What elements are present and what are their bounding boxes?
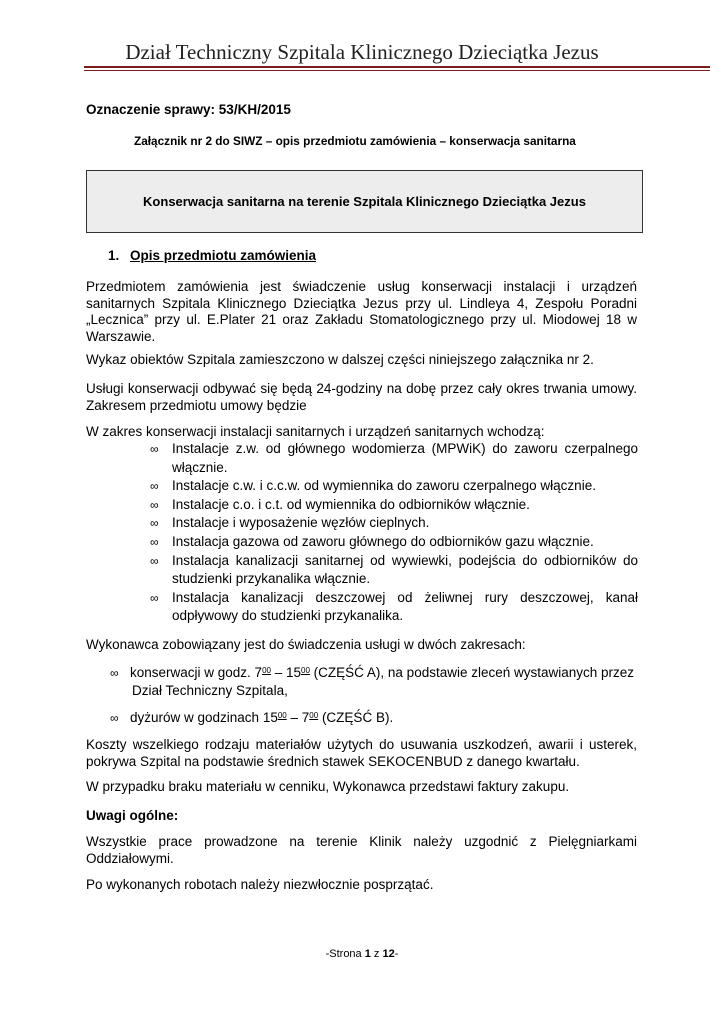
paragraph-costs	[86, 737, 637, 770]
infinity-bullet-icon: ∞	[150, 442, 159, 456]
list-item-text: Instalacja kanalizacji deszczowej od żeliwnej rury deszczowej, kanał odpływowy do studzienki przykanalika.	[172, 589, 638, 624]
paragraph-scope-intro	[86, 424, 637, 441]
title-box	[86, 170, 643, 233]
paragraph-subject-text: Przedmiotem zamówienia jest świadczenie usług konserwacji instalacji i urządzeń sanitarnych Szpitala Klinicznego Dzieciątka Jezus przy ul. Lindleya 4, Zespołu Poradni „Lecznica” przy ul. E.Plater 21 oraz Zakładu Stomatologicznego przy ul. Miodowej 18 w Warszawie.	[86, 279, 637, 344]
footer-prefix: -Strona	[325, 948, 365, 960]
list-item-text: Instalacje z.w. od głównego wodomierza (MPWiK) do zaworu czerpalnego włącznie.	[172, 441, 638, 475]
header-rule-thick	[84, 66, 710, 68]
paragraph-cleanup	[86, 877, 637, 894]
case-reference: Oznaczenie sprawy: 53/KH/2015	[86, 102, 291, 117]
page-header-title: Dział Techniczny Szpitala Klinicznego Dzieciątka Jezus	[125, 40, 599, 64]
list-item	[150, 589, 638, 626]
paragraph-costs-text: Koszty wszelkiego rodzaju materiałów użytych do usuwania uszkodzeń, awarii i usterek, pokrywa Szpital na podstawie średnich stawek SEKOCENBUD z danego kwartału.	[86, 737, 637, 769]
scope-b-text-pre: dyżurów w godzinach 15	[130, 710, 278, 725]
list-item	[150, 440, 638, 477]
infinity-bullet-icon: ∞	[150, 479, 159, 494]
title-box-text: Konserwacja sanitarna na terenie Szpitala Klinicznego Dzieciątka Jezus	[143, 194, 586, 209]
infinity-bullet-icon: ∞	[150, 497, 159, 512]
scope-list	[150, 440, 638, 626]
footer-suffix: -	[394, 948, 399, 960]
paragraph-objects-text: Wykaz obiektów Szpitala zamieszczono w dalszej części niniejszego załącznika nr 2.	[86, 352, 594, 367]
paragraph-contractor-intro-text: Wykonawca zobowiązany jest do świadczenia usługi w dwóch zakresach:	[86, 637, 526, 652]
list-item	[150, 533, 638, 552]
paragraph-scope-intro-text: W zakres konserwacji instalacji sanitarnych i urządzeń sanitarnych wchodzą:	[86, 424, 545, 439]
scope-a-text-post: (CZĘŚĆ A), na podstawie zleceń wystawianych przez	[309, 665, 635, 680]
paragraph-objects-list	[86, 352, 637, 369]
paragraph-general-notes-text: Wszystkie prace prowadzone na terenie Klinik należy uzgodnić z Pielęgniarkami Oddziałowymi.	[86, 834, 637, 866]
paragraph-missing-material-text: W przypadku braku materiału w cenniku, Wykonawca przedstawi faktury zakupu.	[86, 779, 570, 794]
list-item-text: Instalacja gazowa od zaworu głównego do odbiorników gazu włącznie.	[172, 533, 594, 549]
page-footer	[0, 948, 724, 960]
infinity-bullet-icon: ∞	[150, 534, 159, 549]
scope-b-text-mid: – 7	[286, 710, 310, 725]
scope-b-sup-2: 00	[309, 711, 319, 720]
section-1-title: Opis przedmiotu zamówienia	[130, 248, 317, 263]
scope-a-sup-2: 00	[301, 666, 310, 675]
scope-b-text-post: (CZĘŚĆ B).	[318, 710, 394, 725]
list-item-text: Instalacje i wyposażenie węzłów cieplnych.	[172, 515, 430, 531]
paragraph-subject	[86, 279, 637, 345]
infinity-bullet-icon: ∞	[150, 516, 159, 531]
list-item-text: Instalacje c.o. i c.t. od wymiennika do odbiorników włącznie.	[172, 496, 530, 512]
paragraph-cleanup-text: Po wykonanych robotach należy niezwłocznie posprzątać.	[86, 877, 434, 892]
paragraph-contractor-intro	[86, 637, 637, 654]
scope-a-text-line2: Dział Techniczny Szpitala,	[132, 683, 288, 698]
footer-of: z	[370, 948, 383, 960]
infinity-bullet-icon: ∞	[110, 666, 119, 680]
list-item-text: Instalacje c.w. i c.c.w. od wymiennika do zaworu czerpalnego włącznie.	[172, 478, 596, 494]
infinity-bullet-icon: ∞	[150, 590, 159, 605]
infinity-bullet-icon: ∞	[150, 553, 159, 568]
scope-a-text-pre: konserwacji w godz. 7	[130, 665, 263, 680]
infinity-bullet-icon: ∞	[110, 711, 119, 725]
general-notes-heading: Uwagi ogólne:	[86, 808, 179, 823]
footer-current-page: 1	[364, 948, 371, 960]
section-1-number: 1.	[108, 248, 120, 263]
paragraph-service-hours	[86, 381, 637, 414]
list-item	[150, 477, 638, 496]
list-item	[150, 552, 638, 589]
scope-a-sup-1: 00	[262, 666, 271, 675]
paragraph-service-hours-text: Usługi konserwacji odbywać się będą 24-godziny na dobę przez cały okres trwania umowy. Zakresem przedmiotu umowy będzie	[86, 381, 637, 413]
attachment-line: Załącznik nr 2 do SIWZ – opis przedmiotu zamówienia – konserwacja sanitarna	[134, 134, 576, 148]
list-item-text: Instalacja kanalizacji sanitarnej od wywiewki, podejścia do odbiorników do studzienki przykanalika włącznie.	[172, 552, 638, 587]
list-item	[150, 514, 638, 533]
header-rule-thin	[84, 70, 710, 71]
scope-part-b	[110, 709, 640, 727]
scope-part-a	[110, 664, 640, 700]
scope-a-text-mid: – 15	[270, 665, 301, 680]
footer-total-pages: 12	[382, 948, 395, 960]
list-item	[150, 496, 638, 515]
paragraph-general-notes	[86, 834, 637, 867]
scope-b-sup-1: 00	[277, 711, 287, 720]
section-1-heading	[108, 248, 316, 263]
paragraph-missing-material	[86, 779, 637, 796]
